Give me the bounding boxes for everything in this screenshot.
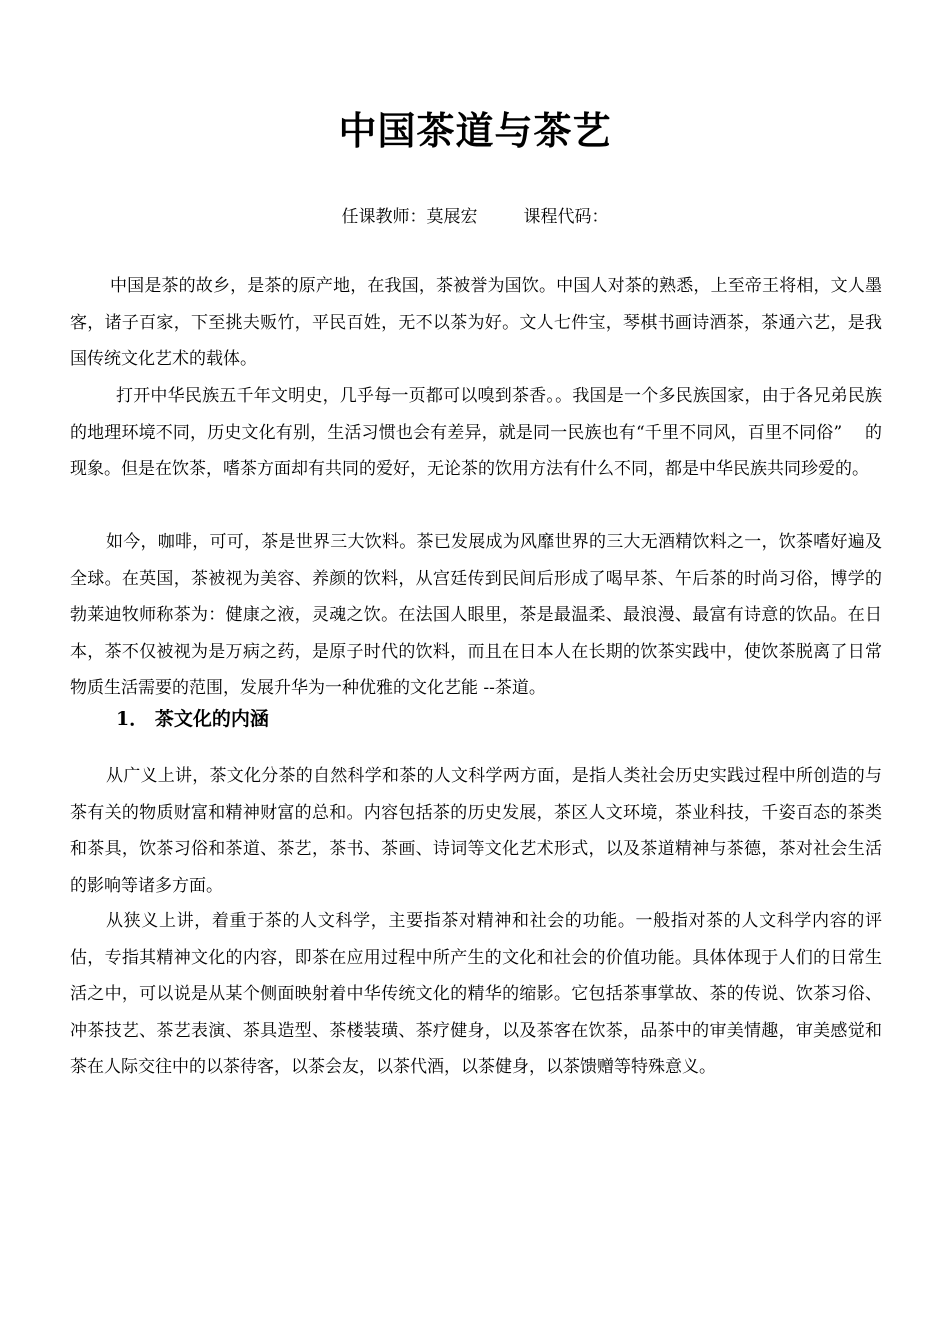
teacher-label: 任课教师：莫展宏: [341, 207, 478, 227]
paragraph-text: 从狭义上讲，着重于茶的人文科学，主要指茶对精神和社会的功能。一般指对茶的人文科学内容的评估，专指其精神文化的内容，即茶在应用过程中所产生的文化和社会的价值功能。具体体现于人们的日常生活之中，可以说是从某个侧面映射着中华传统文化的精华的缩影。它包括茶事掌故、茶的传说、饮茶习俗、冲茶技艺、茶艺表演、茶具造型、茶楼装璜、茶疗健身，以及茶客在饮茶，品茶中的审美情趣，审美感觉和茶在人际交往中的以茶待客，以茶会友，以茶代酒，以茶健身，以茶馈赠等特殊意义。: [70, 911, 882, 1077]
page-title: 中国茶道与茶艺: [338, 109, 612, 153]
section-paragraph: [70, 758, 882, 904]
paragraph-text: 从广义上讲，茶文化分茶的自然科学和茶的人文科学两方面，是指人类社会历史实践过程中所创造的与茶有关的物质财富和精神财富的总和。内容包括茶的历史发展，茶区人文环境，茶业科技，千姿百态的茶类和茶具，饮茶习俗和茶道、茶艺，茶书、茶画、诗词等文化艺术形式，以及茶道精神与茶德，茶对社会生活的影响等诸多方面。: [70, 766, 882, 896]
intro-paragraph: [70, 268, 882, 378]
paragraph-text: 如今，咖啡，可可，茶是世界三大饮料。茶已发展成为风靡世界的三大无酒精饮料之一，饮茶嗜好遍及全球。在英国，茶被视为美容、养颜的饮料，从宫廷传到民间后形成了喝早茶、午后茶的时尚习俗，博学的勃莱迪牧师称茶为：健康之液，灵魂之饮。在法国人眼里，茶是最温柔、最浪漫、最富有诗意的饮品。在日本，茶不仅被视为是万病之药，是原子时代的饮料，而且在日本人在长期的饮茶实践中，使饮茶脱离了日常物质生活需要的范围，发展升华为一种优雅的文化艺能 --茶道。: [70, 532, 882, 698]
paragraph-text: 中国是茶的故乡，是茶的原产地，在我国，茶被誉为国饮。中国人对茶的熟悉，上至帝王将相，文人墨客，诸子百家，下至挑夫贩竹，平民百姓，无不以茶为好。文人七件宝，琴棋书画诗酒茶，茶通六艺，是我国传统文化艺术的载体。: [70, 276, 882, 369]
course-code-label: 课程代码：: [523, 207, 609, 227]
section-heading: 1． 茶文化的内涵: [116, 708, 269, 730]
section-paragraph: [70, 903, 882, 1086]
intro-paragraph: [70, 378, 882, 488]
course-meta: [0, 202, 950, 227]
intro-paragraph: [70, 524, 882, 707]
paragraph-text: 打开中华民族五千年文明史，几乎每一页都可以嗅到茶香。。我国是一个多民族国家，由于各兄弟民族的地理环境不同，历史文化有别，生活习惯也会有差异，就是同一民族也有“千里不同风，百里不同俗” 的现象。但是在饮茶，嗜茶方面却有共同的爱好，无论茶的饮用方法有什么不同，都是中华民族共同珍爱的。: [70, 386, 882, 479]
